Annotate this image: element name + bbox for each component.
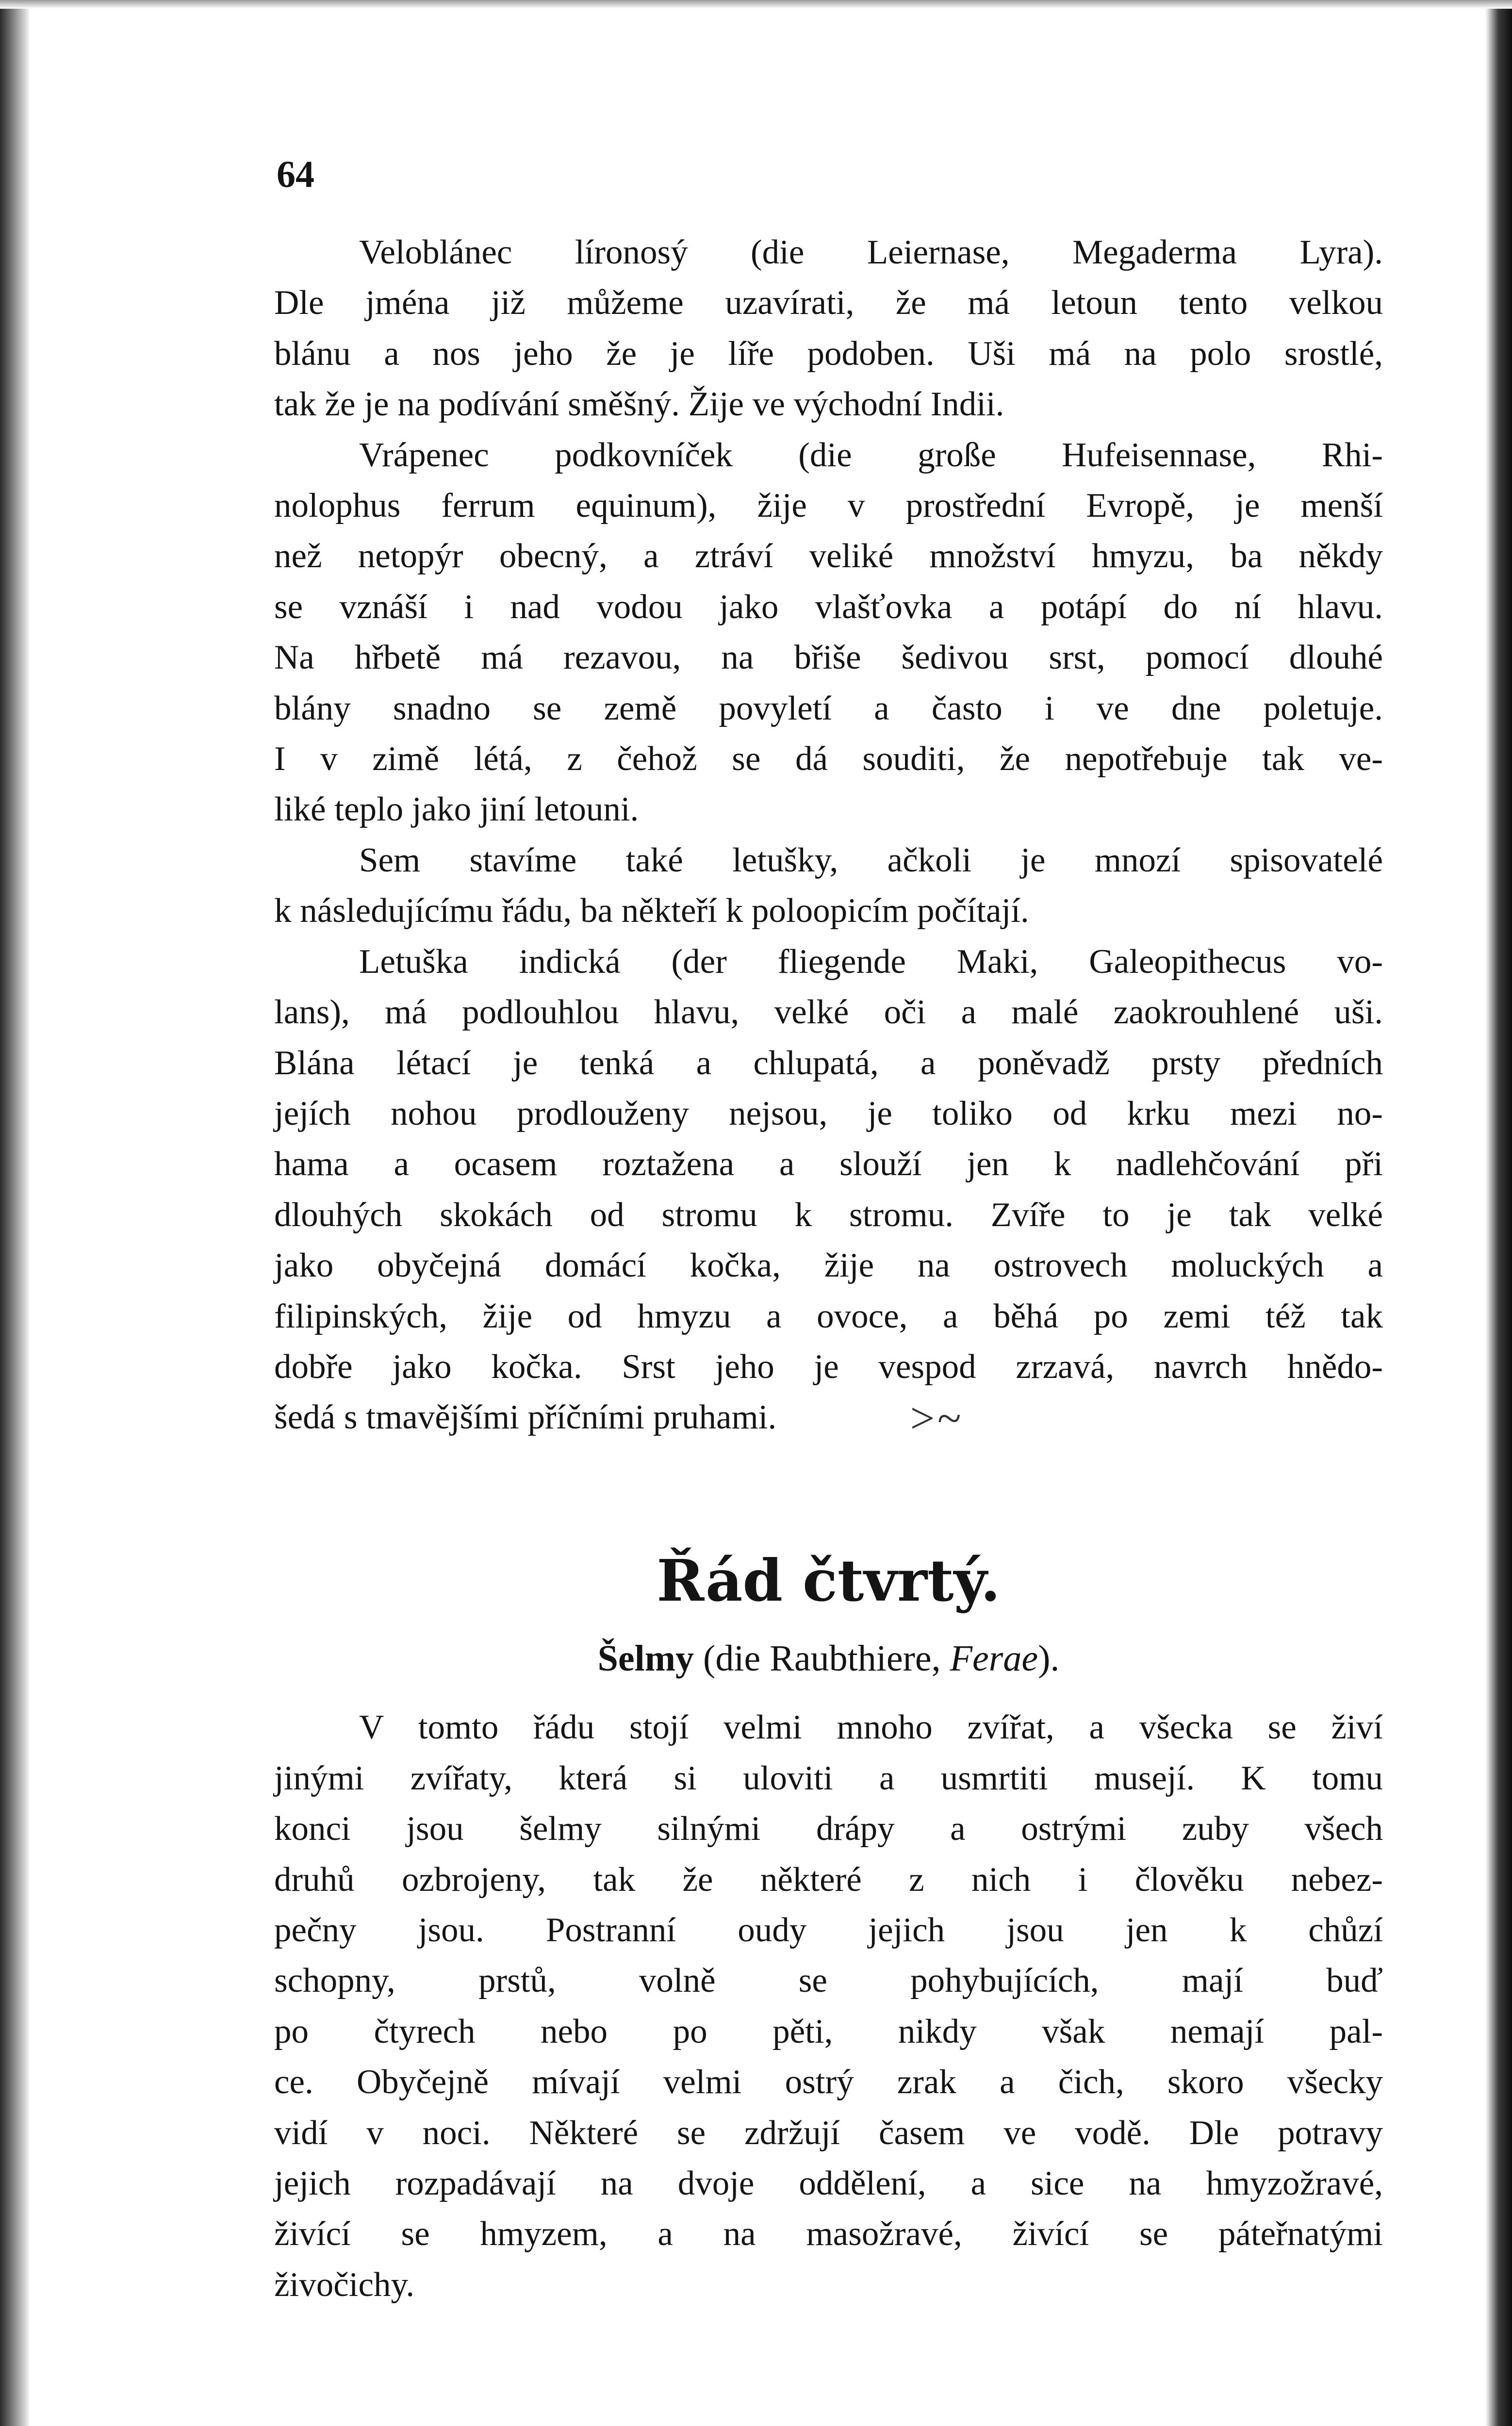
text-line: jejich rozpadávají na dvoje oddělení, a sice na hmyzožravé, (274, 2164, 1383, 2202)
text-line: I v zimě létá, z čehož se dá souditi, že nepotřebuje tak ve- (274, 740, 1383, 778)
text-line: k následujícímu řádu, ba někteří k poloopicím počítají. (274, 892, 1029, 930)
page-number: 64 (277, 153, 314, 195)
section-name: Šelmy (597, 1638, 694, 1679)
text-line: Letuška indická (der fliegende Maki, Galeopithecus vo- (359, 942, 1383, 981)
section-title (274, 1639, 1383, 1679)
text-line: Blána létací je tenká a chlupatá, a poněvadž prsty předních (274, 1044, 1383, 1082)
text-line: konci jsou šelmy silnými drápy a ostrými zuby všech (274, 1810, 1383, 1848)
scan-edge-top (0, 0, 1512, 9)
text-line: Na hřbetě má rezavou, na břiše šedivou srst, pomocí dlouhé (274, 639, 1383, 677)
paragraph-letuska (274, 936, 1383, 1443)
paragraph-selmy (274, 1702, 1383, 2310)
text-line: lans), má podlouhlou hlavu, velké oči a malé zaokrouhlené uši. (274, 993, 1383, 1032)
text-line: po čtyrech nebo po pěti, nikdy však nemají pal- (274, 2012, 1383, 2050)
text-line: liké teplo jako jiní letouni. (274, 790, 639, 829)
section-latin: Ferae (950, 1638, 1038, 1679)
scan-edge-left (0, 0, 30, 2426)
paragraph-vrapenec (274, 430, 1383, 835)
text-line: Sem stavíme také letušky, ačkoli je mnozí spisovatelé (359, 841, 1383, 879)
handwritten-margin-mark: >~ (907, 1394, 961, 1442)
text-line: pečny jsou. Postranní oudy jejich jsou jen k chůzí (274, 1911, 1383, 1949)
text-line: jinými zvířaty, která si uloviti a usmrtiti musejí. K tomu (274, 1759, 1383, 1797)
text-line: filipinských, žije od hmyzu a ovoce, a běhá po zemi též tak (274, 1297, 1383, 1335)
text-line: než netopýr obecný, a ztráví veliké množství hmyzu, ba někdy (274, 537, 1383, 575)
text-line: Veloblánec líronosý (die Leiernase, Megaderma Lyra). (359, 233, 1383, 271)
text-line: druhů ozbrojeny, tak že některé z nich i člověku nebez- (274, 1860, 1383, 1899)
text-line: hama a ocasem roztažena a slouží jen k nadlehčování při (274, 1145, 1383, 1183)
text-line: ce. Obyčejně mívají velmi ostrý zrak a čich, skoro všecky (274, 2063, 1383, 2101)
chapter-title: Řád čtvrtý. (657, 1546, 1001, 1614)
book-page (274, 155, 1383, 2310)
text-line: Dle jména již můžeme uzavírati, že má letoun tento velkou (274, 284, 1383, 322)
text-line: živící se hmyzem, a na masožravé, živící se páteřnatými (274, 2215, 1383, 2253)
section-close: ). (1038, 1638, 1060, 1679)
scan-edge-right (1485, 0, 1512, 2426)
text-line: jako obyčejná domácí kočka, žije na ostrovech moluckých a (274, 1246, 1383, 1285)
text-line: tak že je na podívání směšný. Žije ve východní Indii. (274, 385, 1004, 424)
text-line: V tomto řádu stojí velmi mnoho zvířat, a všecka se živí (359, 1708, 1383, 1747)
text-line: šedá s tmavějšími příčními pruhami. (274, 1398, 777, 1437)
text-line: jejích nohou prodlouženy nejsou, je toliko od krku mezi no- (274, 1094, 1383, 1132)
paragraph-letusky (274, 835, 1383, 936)
text-line: živočichy. (274, 2265, 415, 2304)
text-line: schopny, prstů, volně se pohybujících, mají buď (274, 1962, 1383, 2000)
text-line: nolophus ferrum equinum), žije v prostřední Evropě, je menší (274, 487, 1383, 525)
text-line: dobře jako kočka. Srst jeho je vespod zrzavá, navrch hnědo- (274, 1347, 1383, 1386)
text-line: dlouhých skokách od stromu k stromu. Zvíře to je tak velké (274, 1196, 1383, 1234)
text-line: se vznáší i nad vodou jako vlašťovka a potápí do ní hlavu. (274, 588, 1383, 626)
text-line: Vrápenec podkovníček (die große Hufeisennase, Rhi- (359, 436, 1383, 474)
section-german: (die Raubthiere, (703, 1638, 941, 1679)
text-line: blány snadno se země povyletí a často i ve dne poletuje. (274, 689, 1383, 727)
paragraph-veloblanec (274, 227, 1383, 430)
text-line: blánu a nos jeho že je líře podoben. Uši má na polo srostlé, (274, 334, 1383, 373)
text-line: vidí v noci. Některé se zdržují časem ve vodě. Dle potravy (274, 2114, 1383, 2152)
